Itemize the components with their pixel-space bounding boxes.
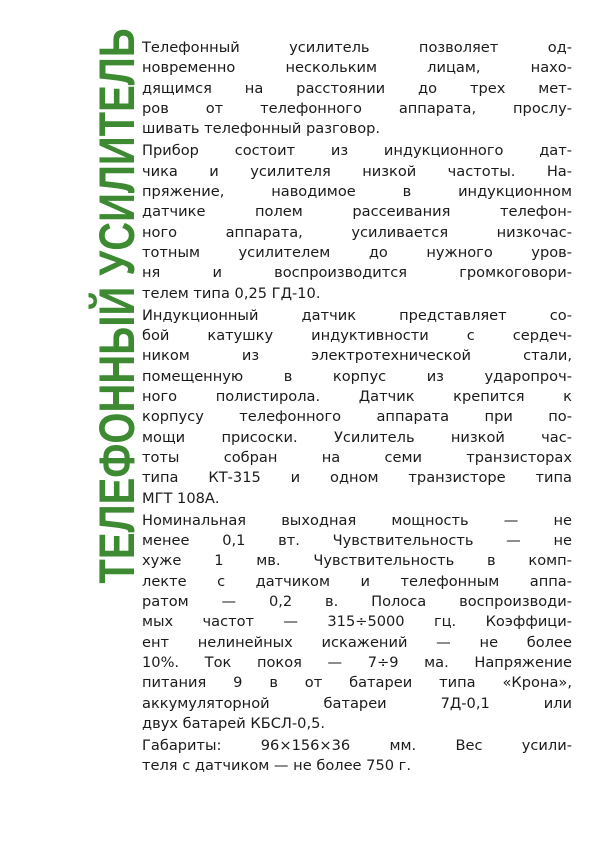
text-line: ня и воспроизводится громкоговори- xyxy=(142,264,572,282)
text-line: ров от телефонного аппарата, прослу- xyxy=(142,99,572,117)
text-line: теля с датчиком — не более 750 г. xyxy=(142,757,411,775)
text-line: датчике полем рассеивания телефон- xyxy=(142,203,572,221)
text-line: помещенную в корпус из ударопроч- xyxy=(142,367,572,385)
text-line: аккумуляторной батареи 7Д-0,1 или xyxy=(142,694,572,712)
text-line: Прибор состоит из индукционного дат- xyxy=(142,142,572,160)
vertical-title xyxy=(86,28,148,584)
text-line: пряжение, наводимое в индукционном xyxy=(142,183,572,201)
text-line: тотным усилителем до нужного уров- xyxy=(142,243,572,261)
text-line: ратом — 0,2 в. Полоса воспроизводи- xyxy=(142,593,572,611)
text-line: Телефонный усилитель позволяет од- xyxy=(142,39,572,56)
paragraph-sensor xyxy=(142,306,572,509)
paragraph-dimensions xyxy=(142,736,572,777)
text-line: МГТ 108А. xyxy=(142,489,220,507)
text-line: хуже 1 мв. Чувствительность в комп- xyxy=(142,552,572,570)
text-line: корпусу телефонного аппарата при по- xyxy=(142,408,572,426)
text-line: Габариты: 96×156×36 мм. Вес усили- xyxy=(142,737,572,755)
paragraph-intro xyxy=(142,38,572,139)
text-line: дящимся на расстоянии до трех мет- xyxy=(142,79,572,97)
text-line: типа КТ-315 и одном транзисторе типа xyxy=(142,469,572,487)
text-line: шивать телефонный разговор. xyxy=(142,120,381,138)
text-line: Индукционный датчик представляет со- xyxy=(142,306,572,324)
paragraph-composition xyxy=(142,141,572,303)
title-text: ТЕЛЕФОННЫЙ УСИЛИТЕЛЬ xyxy=(89,28,145,584)
text-line: ником из электротехнической стали, xyxy=(142,347,572,365)
text-line: мых частот — 315÷5000 гц. Коэффици- xyxy=(142,613,572,631)
text-line: ент нелинейных искажений — не более xyxy=(142,633,572,651)
text-line: новременно нескольким лицам, нахо- xyxy=(142,59,572,77)
text-line: питания 9 в от батареи типа «Крона», xyxy=(142,674,572,692)
text-line: Номинальная выходная мощность — не xyxy=(142,511,572,529)
text-line: ного аппарата, усиливается низкочас- xyxy=(142,223,572,241)
text-line: лекте с датчиком и телефонным аппа- xyxy=(142,572,572,590)
article-body xyxy=(142,38,572,779)
text-line: двух батарей КБСЛ-0,5. xyxy=(142,714,326,732)
text-line: менее 0,1 вт. Чувствительность — не xyxy=(142,532,572,550)
text-line: бой катушку индуктивности с сердеч- xyxy=(142,327,572,345)
text-line: телем типа 0,25 ГД-10. xyxy=(142,284,321,302)
text-line: тоты собран на семи транзисторах xyxy=(142,448,572,466)
text-line: мощи присоски. Усилитель низкой час- xyxy=(142,428,572,446)
text-line: чика и усилителя низкой частоты. На- xyxy=(142,162,572,180)
text-line: 10%. Ток покоя — 7÷9 ма. Напряжение xyxy=(142,653,572,671)
paragraph-specs xyxy=(142,511,572,734)
text-line: ного полистирола. Датчик крепится к xyxy=(142,388,572,406)
